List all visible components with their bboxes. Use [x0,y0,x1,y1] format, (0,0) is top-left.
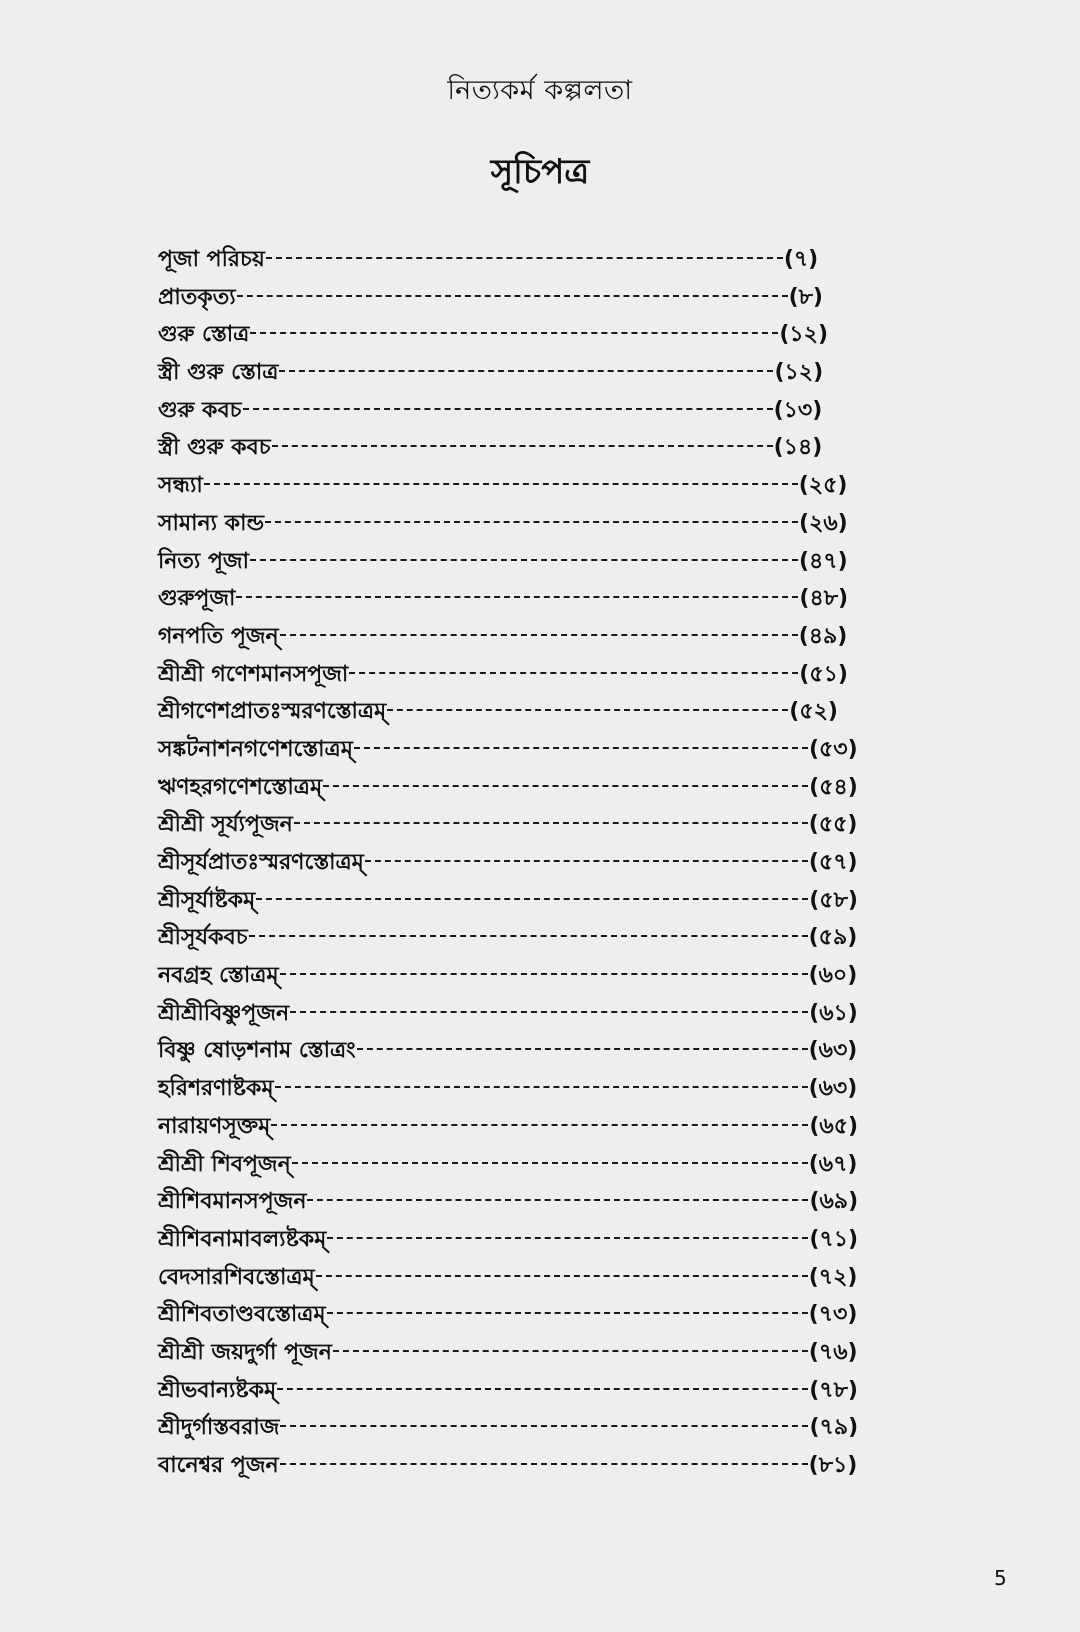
book-title-header: নিত্যকর্ম কল্পলতা [447,75,633,106]
toc-entry-label: শ্রীশিবতাণ্ডবস্তোত্রম্ [158,1302,326,1328]
dotted-leader [333,1350,808,1352]
dotted-leader [250,559,798,561]
toc-entry-label: গুরু কবচ [158,397,242,423]
dotted-leader [365,860,808,862]
toc-entry [158,770,894,808]
toc-entry-page: (১৩) [773,397,823,423]
toc-entry-page: (৪৮) [799,586,849,612]
toc-entry-page: (৫৮) [809,887,858,913]
toc-entry [158,506,894,544]
toc-entry-page: (৭৮) [809,1377,858,1403]
dotted-leader [357,1048,808,1050]
dotted-leader [316,1275,808,1277]
toc-entry-page: (৬৭) [808,1151,858,1177]
dotted-leader [280,1425,808,1427]
toc-entry [158,807,894,845]
dotted-leader [349,672,798,674]
toc-entry-page: (৬৯) [809,1189,859,1215]
toc-list [158,242,894,1486]
dotted-leader [292,1162,808,1164]
dotted-leader [275,1086,808,1088]
dotted-leader [354,747,808,749]
toc-entry [158,1297,894,1335]
dotted-leader [280,634,798,636]
dotted-leader [387,709,788,711]
toc-entry [158,996,894,1034]
toc-entry-page: (৬৩) [808,1076,858,1102]
toc-entry-page: (৫১) [799,661,848,687]
toc-entry [158,920,894,958]
dotted-leader [327,1237,808,1239]
toc-entry-label: ঋণহরগণেশস্তোত্রম্ [158,774,323,800]
toc-entry-page: (৫৭) [808,850,858,875]
toc-title: সূচিপত্র [490,152,590,192]
toc-entry [158,1260,894,1298]
dotted-leader [290,1011,808,1013]
toc-entry [158,581,894,619]
toc-entry-label: সামান্য কান্ড [158,510,265,536]
toc-entry [158,845,894,883]
toc-entry [158,317,894,355]
toc-entry-page: (৭৬) [808,1339,858,1365]
toc-entry-label: নবগ্রহ স্তোত্রম্ [158,963,279,989]
toc-entry-page: (৭১) [809,1226,859,1252]
dotted-leader [204,483,798,485]
dotted-leader [249,935,808,937]
toc-entry-label: স্ত্রী গুরু স্তোত্র [158,360,279,386]
toc-entry-page: (৪৭) [798,548,848,574]
dotted-leader [265,521,798,523]
toc-entry [158,1109,894,1147]
dotted-leader [250,332,778,334]
toc-entry-label: শ্রীশ্রী শিবপূজন্ [158,1151,291,1177]
toc-entry-label: শ্রীশিবনামাবল্যষ্টকম্ [158,1226,327,1252]
dotted-leader [280,1463,808,1465]
dotted-leader [294,822,808,824]
toc-entry-label: সন্ধ্যা [158,473,203,499]
toc-entry-page: (৬০) [808,963,858,989]
toc-entry-page: (১৪) [773,435,823,461]
toc-entry [158,544,894,582]
toc-entry-page: (৫৫) [808,812,858,838]
toc-entry-label: শ্রীশ্রী গণেশমানসপূজা [158,661,349,687]
toc-entry-label: বেদসারশিবস্তোত্রম্ [158,1264,315,1290]
toc-entry-page: (৬৩) [808,1038,858,1064]
toc-entry [158,430,894,468]
toc-entry [158,958,894,996]
toc-entry-page: (৫৪) [809,774,858,800]
toc-entry-label: শ্রীগণেশপ্রাতঃস্মরণস্তোত্রম্ [158,699,387,725]
toc-entry-label: গনপতি পূজন্ [158,623,279,649]
toc-entry [158,468,894,506]
dotted-leader [307,1199,808,1201]
dotted-leader [280,973,808,975]
toc-entry-label: গুরু স্তোত্র [158,322,250,348]
toc-entry-page: (৪৯) [798,623,848,649]
dotted-leader [279,370,773,372]
toc-entry-label: শ্রীশিবমানসপূজন [158,1189,307,1215]
toc-entry [158,1147,894,1185]
toc-entry [158,657,894,695]
toc-entry-page: (৮) [788,284,823,310]
toc-entry-page: (১২) [774,360,824,386]
toc-entry-page: (৮১) [808,1453,858,1478]
toc-entry-page: (৫৩) [808,736,858,762]
toc-entry [158,393,894,431]
toc-entry [158,732,894,770]
toc-entry-label: শ্রীদুর্গাস্তবরাজ [158,1415,280,1441]
toc-entry-label: স্ত্রী গুরু কবচ [158,435,271,461]
toc-entry-page: (৬৫) [809,1113,859,1139]
toc-entry-page: (২৬) [799,510,848,536]
toc-entry [158,694,894,732]
toc-entry-label: পূজা পরিচয় [158,247,265,272]
toc-entry-label: হরিশরণাষ্টকম্ [158,1076,274,1102]
toc-entry-label: শ্রীশ্রী সূর্য্যপূজন [158,812,293,838]
toc-entry-label: প্রাতকৃত্য [158,284,236,310]
toc-entry-page: (৭) [783,247,819,272]
toc-entry [158,883,894,921]
toc-entry-label: গুরুপূজা [158,586,236,612]
toc-entry-page: (১২) [779,322,829,348]
toc-entry [158,1448,894,1486]
page-number: 5 [994,1566,1007,1590]
toc-entry [158,1373,894,1411]
toc-entry [158,1335,894,1373]
toc-entry-label: বানেশ্বর পূজন [158,1453,279,1478]
toc-entry [158,242,894,280]
dotted-leader [327,1312,808,1314]
dotted-leader [237,295,788,297]
toc-entry [158,1184,894,1222]
dotted-leader [277,1388,808,1390]
toc-entry-page: (২৫) [798,473,848,499]
toc-entry [158,1071,894,1109]
dotted-leader [256,898,808,900]
toc-entry-page: (৭৩) [808,1302,858,1328]
toc-entry-label: নারায়ণসূক্তম্ [158,1113,271,1139]
dotted-leader [323,785,808,787]
dotted-leader [272,445,773,447]
toc-entry-page: (৫৯) [808,925,858,951]
toc-entry-label: শ্রীসূর্যপ্রাতঃস্মরণস্তোত্রম্ [158,850,364,875]
toc-entry-label: শ্রীশ্রীবিষ্ণুপূজন [158,1000,290,1026]
toc-entry-label: শ্রীশ্রী জয়দুর্গা পূজন [158,1339,332,1365]
toc-entry [158,355,894,393]
toc-entry-label: শ্রীসূর্যকবচ [158,925,248,951]
toc-entry [158,1222,894,1260]
dotted-leader [266,257,783,259]
toc-entry-page: (৬১) [809,1000,858,1026]
dotted-leader [271,1124,808,1126]
toc-entry-label: সঙ্কটনাশনগণেশস্তোত্রম্ [158,736,353,762]
dotted-leader [236,596,798,598]
toc-entry-label: নিত্য পূজা [158,548,249,574]
toc-entry [158,1410,894,1448]
toc-entry-label: বিষ্ণু ষোড়শনাম স্তোত্রং [158,1038,356,1064]
toc-entry-page: (৭২) [808,1264,858,1290]
toc-entry-label: শ্রীসূর্যাষ্টকম্ [158,887,256,913]
dotted-leader [243,408,773,410]
toc-entry [158,619,894,657]
toc-entry [158,280,894,318]
toc-entry [158,1033,894,1071]
toc-entry-page: (৫২) [789,699,838,725]
toc-entry-page: (৭৯) [809,1415,859,1441]
toc-entry-label: শ্রীভবান্যষ্টকম্ [158,1377,277,1403]
